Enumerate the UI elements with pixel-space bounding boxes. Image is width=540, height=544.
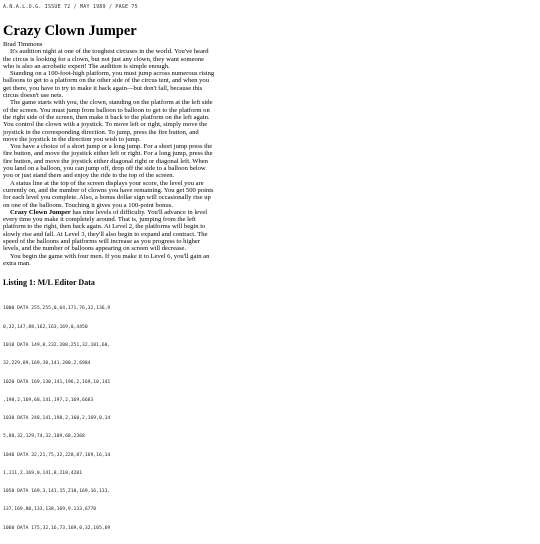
- paragraph: A status line at the top of the screen displays your score, the level you are currently on, and the number of clowns you have remaining. You get 500 points for each level you complete. Also, a bonus dollar sign will occasionally rise up on one of the balloons. Touching it gives you a 100-point bonus.: [3, 179, 214, 209]
- code-line: 1000 DATA 255,255,0,64,171,76,32,136,9: [3, 306, 111, 312]
- code-line: 1020 DATA 169,130,141,196,2,169,10,141: [3, 379, 111, 385]
- paragraph: Standing on a 100-foot-high platform, you must jump across numerous rising balloons to get to a platform on the other side of the circus tent, and when you get there, you have to try to make it back again—but don't fall, because this circus doesn't use nets.: [3, 70, 215, 100]
- paragraph: The game starts with you, the clown, standing on the platform at the left side of the screen. You must jump from balloon to balloon to get to the platform on the right side of the screen, then make it back to the platform on the left again. You control the clown with a joystick. To move left or right, simply move the joystick in the corresponding direction. To jump, press the fire button, and move the joystick in the direction you wish to jump.: [3, 99, 213, 143]
- code-line: 1040 DATA 32,21,75,32,228,87,169,16,14: [3, 452, 111, 458]
- paragraph: Crazy Clown Jumper has nine levels of difficulty. You'll advance in level every time you make it completely around. That is, jumping from the left platform to the right, then back again. At Level 2, the platforms will begin to slowly rise and fall. At Level 3, they'll also begin to expand and contract. The speed of the balloons and platforms will increase as you progress to higher levels, and the number of balloons appearing on screen will decrease.: [3, 208, 208, 253]
- paragraph: It's audition night at one of the toughest circuses in the world. You've heard the circus is looking for a clown, but not just any clown, they want someone who is also an acrobatic expert! The audition is simple enough.: [3, 48, 209, 70]
- code-line: 1060 DATA 175,32,16,73,169,0,32,105,69: [3, 525, 111, 531]
- code-line: 1,111,2,169,0,141,8,210,4201: [3, 470, 83, 476]
- code-line: 0,32,147,88,162,163,169,0,4450: [3, 324, 88, 330]
- code-line: 1010 DATA 149,0,232,208,251,32,181,60,: [3, 342, 111, 348]
- code-listing: [3, 294, 215, 544]
- game-name-emphasis: Crazy Clown Jumper: [10, 208, 71, 216]
- paragraph: You begin the game with four men. If you make it to Level 6, you'll gain an extra man.: [3, 252, 210, 267]
- code-line: 1030 DATA 248,141,198,2,160,2,169,0,14: [3, 416, 111, 422]
- listing-heading: Listing 1: M/L Editor Data: [3, 278, 95, 288]
- running-head: A.N.A.L.O.G. ISSUE 72 / MAY 1989 / PAGE 75: [3, 4, 138, 10]
- magazine-page: [3, 0, 215, 544]
- code-line: 137,169,80,133,138,169,9,133,6770: [3, 507, 97, 513]
- code-line: 32,229,89,169,30,141,200,2,6984: [3, 361, 91, 367]
- article-body: [3, 48, 215, 267]
- paragraph: You have a choice of a short jump or a long jump. For a short jump press the fire button, and move the joystick either left or right. For a long jump, press the fire button, and move the joystick either diagonal right or diagonal left. When you land on a balloon, you can jump off, drop off the side to a balloon below you or just stand there and enjoy the ride to the top of the screen.: [3, 143, 213, 180]
- code-line: ,198,2,169,68,141,197,2,169,6683: [3, 397, 94, 403]
- author-byline: Brad Timmons: [3, 41, 43, 48]
- code-line: 5,88,32,129,74,32,109,68,2368: [3, 434, 85, 440]
- code-line: 1050 DATA 169,3,141,15,210,169,16,133,: [3, 489, 111, 495]
- article-title: Crazy Clown Jumper: [3, 23, 137, 39]
